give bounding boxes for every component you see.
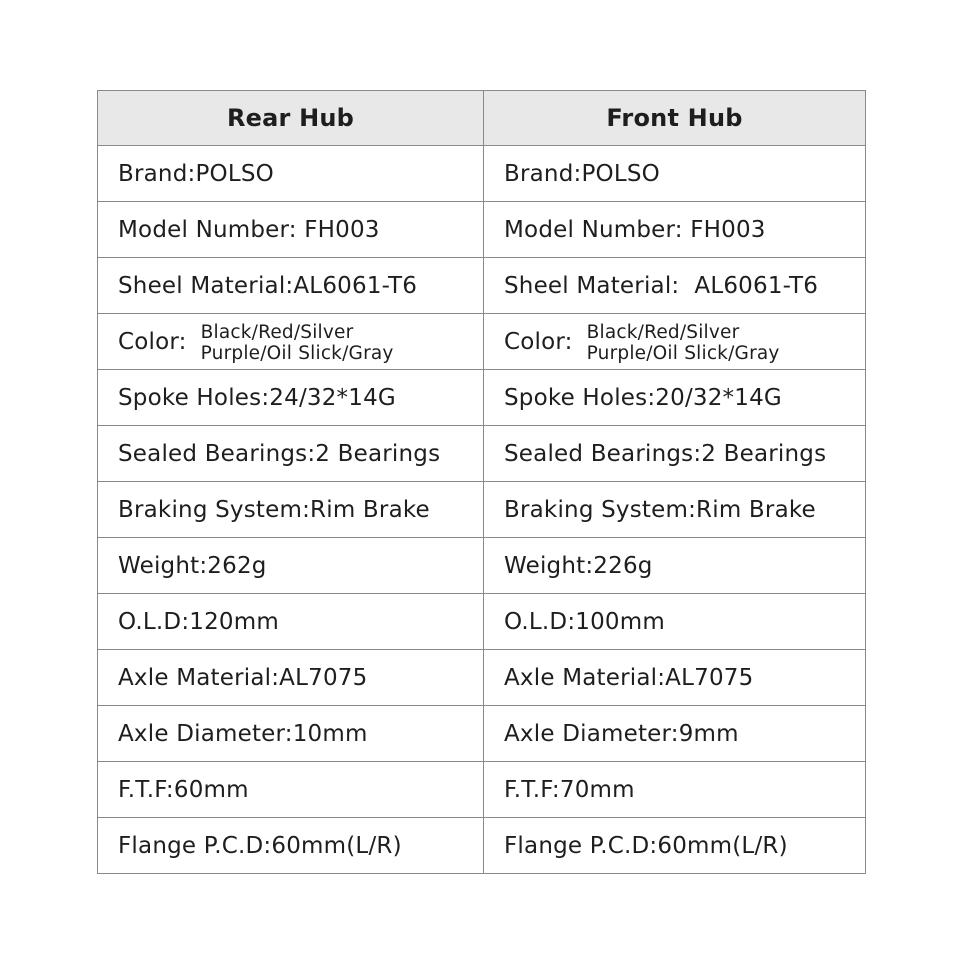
table-row-spoke-holes <box>98 370 866 426</box>
rear-hub-header: Rear Hub <box>98 91 484 146</box>
rear-model: Model Number: FH003 <box>98 202 484 258</box>
table-row-weight <box>98 538 866 594</box>
front-braking: Braking System:Rim Brake <box>484 482 866 538</box>
rear-axle-material: Axle Material:AL7075 <box>98 650 484 706</box>
rear-color <box>98 314 484 370</box>
table-row-color <box>98 314 866 370</box>
front-weight: Weight:226g <box>484 538 866 594</box>
front-axle-material: Axle Material:AL7075 <box>484 650 866 706</box>
front-color-line2: Purple/Oil Slick/Gray <box>586 342 780 364</box>
rear-old: O.L.D:120mm <box>98 594 484 650</box>
table-row-brand <box>98 146 866 202</box>
rear-ftf: F.T.F:60mm <box>98 762 484 818</box>
front-shell-material: Sheel Material: AL6061-T6 <box>484 258 866 314</box>
front-flange-pcd: Flange P.C.D:60mm(L/R) <box>484 818 866 874</box>
front-brand: Brand:POLSO <box>484 146 866 202</box>
table-row-shell-material <box>98 258 866 314</box>
rear-color-line2: Purple/Oil Slick/Gray <box>200 342 394 364</box>
front-color-label: Color: <box>504 328 573 355</box>
front-bearings: Sealed Bearings:2 Bearings <box>484 426 866 482</box>
front-hub-header: Front Hub <box>484 91 866 146</box>
rear-weight: Weight:262g <box>98 538 484 594</box>
table-row-axle-diameter <box>98 706 866 762</box>
front-ftf: F.T.F:70mm <box>484 762 866 818</box>
table-row-bearings <box>98 426 866 482</box>
front-model: Model Number: FH003 <box>484 202 866 258</box>
rear-brand: Brand:POLSO <box>98 146 484 202</box>
rear-bearings: Sealed Bearings:2 Bearings <box>98 426 484 482</box>
rear-color-line1: Black/Red/Silver <box>200 321 354 343</box>
front-spoke-holes: Spoke Holes:20/32*14G <box>484 370 866 426</box>
table-row-flange-pcd <box>98 818 866 874</box>
header-row <box>98 91 866 146</box>
rear-axle-diameter: Axle Diameter:10mm <box>98 706 484 762</box>
rear-braking: Braking System:Rim Brake <box>98 482 484 538</box>
table-row-model <box>98 202 866 258</box>
rear-spoke-holes: Spoke Holes:24/32*14G <box>98 370 484 426</box>
rear-flange-pcd: Flange P.C.D:60mm(L/R) <box>98 818 484 874</box>
front-axle-diameter: Axle Diameter:9mm <box>484 706 866 762</box>
table-row-ftf <box>98 762 866 818</box>
front-color <box>484 314 866 370</box>
hub-spec-table <box>97 90 866 874</box>
table-row-braking <box>98 482 866 538</box>
front-old: O.L.D:100mm <box>484 594 866 650</box>
table-row-old <box>98 594 866 650</box>
table-row-axle-material <box>98 650 866 706</box>
front-color-line1: Black/Red/Silver <box>586 321 740 343</box>
rear-color-label: Color: <box>118 328 187 355</box>
rear-shell-material: Sheel Material:AL6061-T6 <box>98 258 484 314</box>
